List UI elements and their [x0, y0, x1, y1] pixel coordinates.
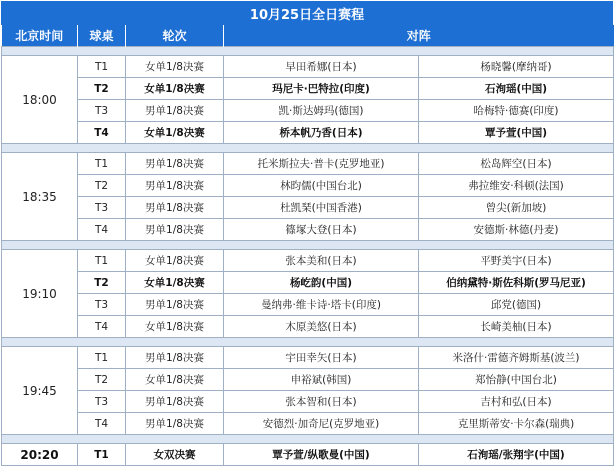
table-cell: T3 — [78, 391, 126, 413]
table-cell: T3 — [78, 197, 126, 219]
match-row — [2, 369, 614, 391]
table-cell: T3 — [78, 294, 126, 316]
player-2-cell: 松岛辉空(日本) — [419, 153, 614, 175]
table-cell: T2 — [78, 272, 126, 294]
round-cell: 男单1/8决赛 — [126, 153, 224, 175]
player-2-cell: 克里斯蒂安·卡尔森(瑞典) — [419, 413, 614, 435]
player-1-cell: 覃予萱/纵歌曼(中国) — [224, 444, 419, 466]
table-cell: T4 — [78, 122, 126, 144]
player-1-cell: 早田希娜(日本) — [224, 56, 419, 78]
match-row — [2, 272, 614, 294]
separator-cell — [2, 435, 614, 444]
match-row — [2, 175, 614, 197]
match-row — [2, 413, 614, 435]
round-cell: 女单1/8决赛 — [126, 78, 224, 100]
player-1-cell: 桥本帆乃香(日本) — [224, 122, 419, 144]
slot-time: 18:35 — [2, 153, 78, 241]
player-1-cell: 宇田幸矢(日本) — [224, 347, 419, 369]
slot-separator — [2, 338, 614, 347]
table-cell: T3 — [78, 100, 126, 122]
header-row — [2, 25, 614, 47]
match-row — [2, 56, 614, 78]
table-cell: T1 — [78, 56, 126, 78]
header-match: 对阵 — [224, 25, 614, 47]
match-row — [2, 100, 614, 122]
table-cell: T2 — [78, 175, 126, 197]
schedule-title: 10月25日全日赛程 — [1, 1, 613, 25]
match-row — [2, 153, 614, 175]
match-row — [2, 219, 614, 241]
player-1-cell: 曼纳弗·维卡诗·塔卡(印度) — [224, 294, 419, 316]
slot-separator — [2, 241, 614, 250]
player-1-cell: 申裕斌(韩国) — [224, 369, 419, 391]
round-cell: 女单1/8决赛 — [126, 369, 224, 391]
table-cell: T4 — [78, 413, 126, 435]
match-row — [2, 197, 614, 219]
separator-cell — [2, 47, 614, 56]
round-cell: 男单1/8决赛 — [126, 175, 224, 197]
round-cell: 男单1/8决赛 — [126, 294, 224, 316]
slot-time: 19:10 — [2, 250, 78, 338]
player-2-cell: 杨晓馨(摩纳哥) — [419, 56, 614, 78]
separator-cell — [2, 241, 614, 250]
player-1-cell: 凯·斯达姆玛(德国) — [224, 100, 419, 122]
player-1-cell: 张本美和(日本) — [224, 250, 419, 272]
player-1-cell: 张本智和(日本) — [224, 391, 419, 413]
player-1-cell: 安德烈·加奇尼(克罗地亚) — [224, 413, 419, 435]
schedule-body — [2, 47, 614, 466]
player-2-cell: 弗拉维安·科顿(法国) — [419, 175, 614, 197]
player-2-cell: 覃予萱(中国) — [419, 122, 614, 144]
player-2-cell: 郑怡静(中国台北) — [419, 369, 614, 391]
slot-separator — [2, 47, 614, 56]
match-row — [2, 347, 614, 369]
player-2-cell: 长崎美柚(日本) — [419, 316, 614, 338]
round-cell: 女单1/8决赛 — [126, 250, 224, 272]
round-cell: 男单1/8决赛 — [126, 391, 224, 413]
match-row — [2, 391, 614, 413]
round-cell: 男单1/8决赛 — [126, 197, 224, 219]
slot-time: 18:00 — [2, 56, 78, 144]
schedule-table — [1, 25, 614, 466]
player-2-cell: 米洛什·雷德齐姆斯基(波兰) — [419, 347, 614, 369]
player-2-cell: 伯纳黛特·斯佐科斯(罗马尼亚) — [419, 272, 614, 294]
table-cell: T1 — [78, 153, 126, 175]
table-cell: T4 — [78, 219, 126, 241]
table-cell: T1 — [78, 347, 126, 369]
match-row — [2, 316, 614, 338]
slot-separator — [2, 435, 614, 444]
round-cell: 女单1/8决赛 — [126, 56, 224, 78]
header-round: 轮次 — [126, 25, 224, 47]
round-cell: 男单1/8决赛 — [126, 100, 224, 122]
separator-cell — [2, 144, 614, 153]
slot-time: 19:45 — [2, 347, 78, 435]
header-table: 球桌 — [78, 25, 126, 47]
table-cell: T4 — [78, 316, 126, 338]
round-cell: 女单1/8决赛 — [126, 316, 224, 338]
player-2-cell: 曾尖(新加坡) — [419, 197, 614, 219]
player-2-cell: 安德斯·林德(丹麦) — [419, 219, 614, 241]
player-1-cell: 杜凯琹(中国香港) — [224, 197, 419, 219]
header-time: 北京时间 — [2, 25, 78, 47]
table-cell: T1 — [78, 250, 126, 272]
player-1-cell: 林昀儒(中国台北) — [224, 175, 419, 197]
player-1-cell: 玛尼卡·巴特拉(印度) — [224, 78, 419, 100]
player-1-cell: 杨屹韵(中国) — [224, 272, 419, 294]
match-row — [2, 294, 614, 316]
table-cell: T2 — [78, 78, 126, 100]
match-row — [2, 250, 614, 272]
table-cell: T1 — [78, 444, 126, 466]
schedule-sheet — [1, 1, 613, 462]
player-2-cell: 哈梅特·德赛(印度) — [419, 100, 614, 122]
round-cell: 男单1/8决赛 — [126, 219, 224, 241]
round-cell: 女双决赛 — [126, 444, 224, 466]
player-2-cell: 石洵瑶/张翔宇(中国) — [419, 444, 614, 466]
separator-cell — [2, 338, 614, 347]
round-cell: 男单1/8决赛 — [126, 413, 224, 435]
player-2-cell: 邱党(德国) — [419, 294, 614, 316]
round-cell: 男单1/8决赛 — [126, 347, 224, 369]
player-1-cell: 托米斯拉夫·普卡(克罗地亚) — [224, 153, 419, 175]
player-1-cell: 木原美悠(日本) — [224, 316, 419, 338]
table-cell: T2 — [78, 369, 126, 391]
slot-time: 20:20 — [2, 444, 78, 466]
match-row — [2, 444, 614, 466]
round-cell: 女单1/8决赛 — [126, 122, 224, 144]
slot-separator — [2, 144, 614, 153]
player-2-cell: 石洵瑶(中国) — [419, 78, 614, 100]
match-row — [2, 78, 614, 100]
player-2-cell: 吉村和弘(日本) — [419, 391, 614, 413]
match-row — [2, 122, 614, 144]
player-1-cell: 篠塚大登(日本) — [224, 219, 419, 241]
player-2-cell: 平野美宇(日本) — [419, 250, 614, 272]
round-cell: 女单1/8决赛 — [126, 272, 224, 294]
